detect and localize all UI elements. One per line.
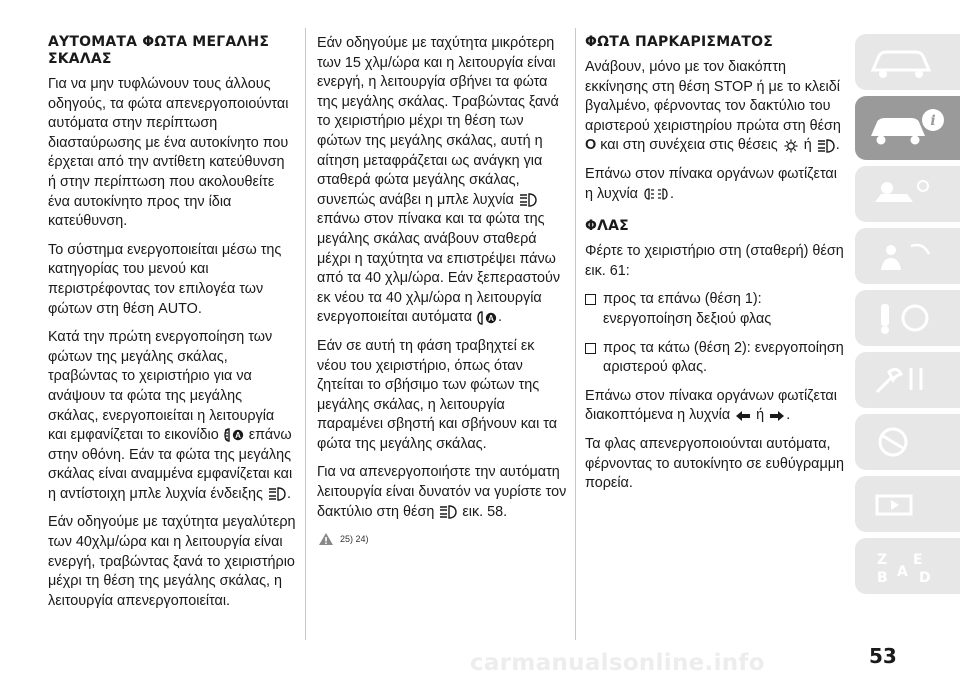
tab-servicing[interactable] (855, 352, 960, 408)
paragraph: Εάν σε αυτή τη φάση τραβηχτεί εκ νέου του χειριστήριο, όπως όταν ζητείται το σβήσιμο των φώτων της μεγάλης σκάλας, η λειτουργία παραμένει σβηστή και σβήνουν και τα φώτα της μεγάλης σκάλας. (317, 337, 558, 452)
paragraph: Για να μην τυφλώνουν τους άλλους οδηγούς, τα φώτα απενεργοποιούνται αυτόματα στην περίπτωση διασταύρωσης με ένα αυτοκίνητο που έρχεται από την αντίθετη κατεύθυνση ή στην περίπτωση που ακολουθείτε ένα αυτοκίνητο προς την ίδια κατεύθυνση. (48, 76, 289, 230)
paragraph: Κατά την πρώτη ενεργοποίηση των φώτων της μεγάλης σκάλας, τραβώντας το χειριστήριο για να ανάψουν τα φώτα της μεγάλης σκάλας, ενεργοποιείται η λειτουργία και εμφανίζεται το εικονίδιο A επάνω στην οθόνη. Εάν τα φώτα της μεγάλης σκάλας είναι αναμμένα εμφανίζεται και η αντίστοιχη μπλε λυχνία ένδειξης . (48, 329, 293, 502)
auto-high-beam-icon (224, 428, 244, 442)
position-o: O (585, 137, 597, 154)
high-beam-icon (519, 193, 537, 207)
svg-text:E: E (913, 552, 923, 568)
warning-triangle-icon (318, 532, 334, 546)
heading-turn-signals: ΦΛΑΣ (585, 218, 629, 235)
parking-lights-icon (643, 187, 669, 201)
paragraph: Για να απενεργοποιήστε την αυτόματη λειτουργία είναι δυνατόν να γυρίστε τον δακτύλιο στη θέση εικ. 58. (317, 464, 567, 520)
paragraph: Το σύστημα ενεργοποιείται μέσω της κατηγορίας του μενού και περιστρέφοντας τον επιλογέα των φώτων στη θέση AUTO. (48, 241, 282, 317)
high-beam-icon (268, 487, 286, 501)
svg-text:i: i (930, 113, 936, 129)
svg-text:D: D (919, 570, 931, 586)
paragraph: Ανάβουν, μόνο με τον διακόπτη εκκίνησης στη θέση STOP ή με το κλειδί βγαλμένο, φέρνοντας τον δακτύλιο του αριστερού χειριστηρίου πρώτα στη θέση O και στη συνέχεια στις θέσεις ή . (585, 59, 841, 154)
warning-refs: 25) 24) (340, 534, 369, 545)
parking-lights-icon (783, 139, 799, 153)
warning-reference (317, 532, 567, 546)
svg-text:Z: Z (877, 552, 888, 568)
column-1 (48, 34, 296, 620)
chapter-tabs (855, 34, 960, 600)
turn-signal-left-icon (735, 410, 751, 422)
tab-safety[interactable] (855, 166, 960, 222)
paragraph: Τα φλας απενεργοποιούνται αυτόματα, φέρνοντας το αυτοκίνητο σε ευθύγραμμη πορεία. (585, 435, 845, 492)
tab-technical-data[interactable] (855, 414, 960, 470)
tab-multimedia[interactable] (855, 476, 960, 532)
paragraph: Εάν οδηγούμε με ταχύτητα μεγαλύτερη των 40χλμ/ώρα και η λειτουργία είναι ενεργή, τραβώντας ξανά το χειριστήριο μέχρι τη θέση της μεγάλης σκάλας, η λειτουργία απενεργοποιείται. (48, 514, 296, 609)
column-2 (317, 34, 567, 546)
high-beam-icon (817, 139, 835, 153)
tab-emergency[interactable] (855, 290, 960, 346)
tab-index[interactable] (855, 538, 960, 594)
high-beam-icon (439, 505, 457, 519)
watermark: carmanualsonline.info (470, 650, 765, 676)
svg-text:A: A (234, 431, 241, 441)
list-item: προς τα επάνω (θέση 1): ενεργοποίηση δεξιού φλας (585, 290, 847, 329)
column-divider (575, 28, 576, 640)
page-number: 53 (869, 644, 897, 668)
svg-text:A: A (488, 313, 494, 323)
column-3 (585, 34, 847, 503)
paragraph: Φέρτε το χειριστήριο στη (σταθερή) θέση εικ. 61: (585, 243, 844, 279)
tab-getting-to-know-car[interactable] (855, 34, 960, 90)
paragraph: Επάνω στον πίνακα οργάνων φωτίζεται διακοπτόμενα η λυχνία ή . (585, 387, 837, 424)
list-item: προς τα κάτω (θέση 2): ενεργοποίηση αριστερού φλας. (585, 339, 847, 378)
heading-parking-lights: ΦΩΤΑ ΠΑΡΚΑΡΙΣΜΑΤΟΣ (585, 34, 773, 50)
heading-auto-high-beam: ΑΥΤΟΜΑΤΑ ΦΩΤΑ ΜΕΓΑΛΗΣ ΣΚΑΛΑΣ (48, 34, 270, 67)
svg-text:A: A (897, 564, 908, 580)
svg-text:B: B (877, 570, 888, 586)
tab-instrument-panel[interactable] (855, 96, 960, 160)
turn-signal-right-icon (769, 410, 785, 422)
tab-starting-driving[interactable] (855, 228, 960, 284)
column-divider (305, 28, 306, 640)
bullet-box (585, 294, 596, 305)
paragraph: Εάν οδηγούμε με ταχύτητα μικρότερη των 15 χλμ/ώρα και η λειτουργία είναι ενεργή, η λειτουργία σβήνει τα φώτα της μεγάλης σκάλας. Τραβώντας ξανά το χειριστήριο μέχρι τη θέση των φώτων της μεγάλης σκάλας, αυτή η αίτηση μεταφράζεται ως ανάγκη για σταθερά φώτα μεγάλης σκάλας, συνεπώς ανάβει η μπλε λυχνία επάνω στον πίνακα και τα φώτα της μεγάλης σκάλας ανάβουν σταθερά μέχρι η ταχύτητα να επιστρέψει πάνω από τα 40 χλμ/ώρα. Εάν ξεπεραστούν εκ νέου τα 40 χλμ/ώρα η λειτουργία ενεργοποιείται αυτόματα A . (317, 35, 561, 326)
paragraph: Επάνω στον πίνακα οργάνων φωτίζεται η λυχνία . (585, 165, 837, 202)
auto-high-beam-icon (477, 311, 497, 325)
bullet-box (585, 343, 596, 354)
